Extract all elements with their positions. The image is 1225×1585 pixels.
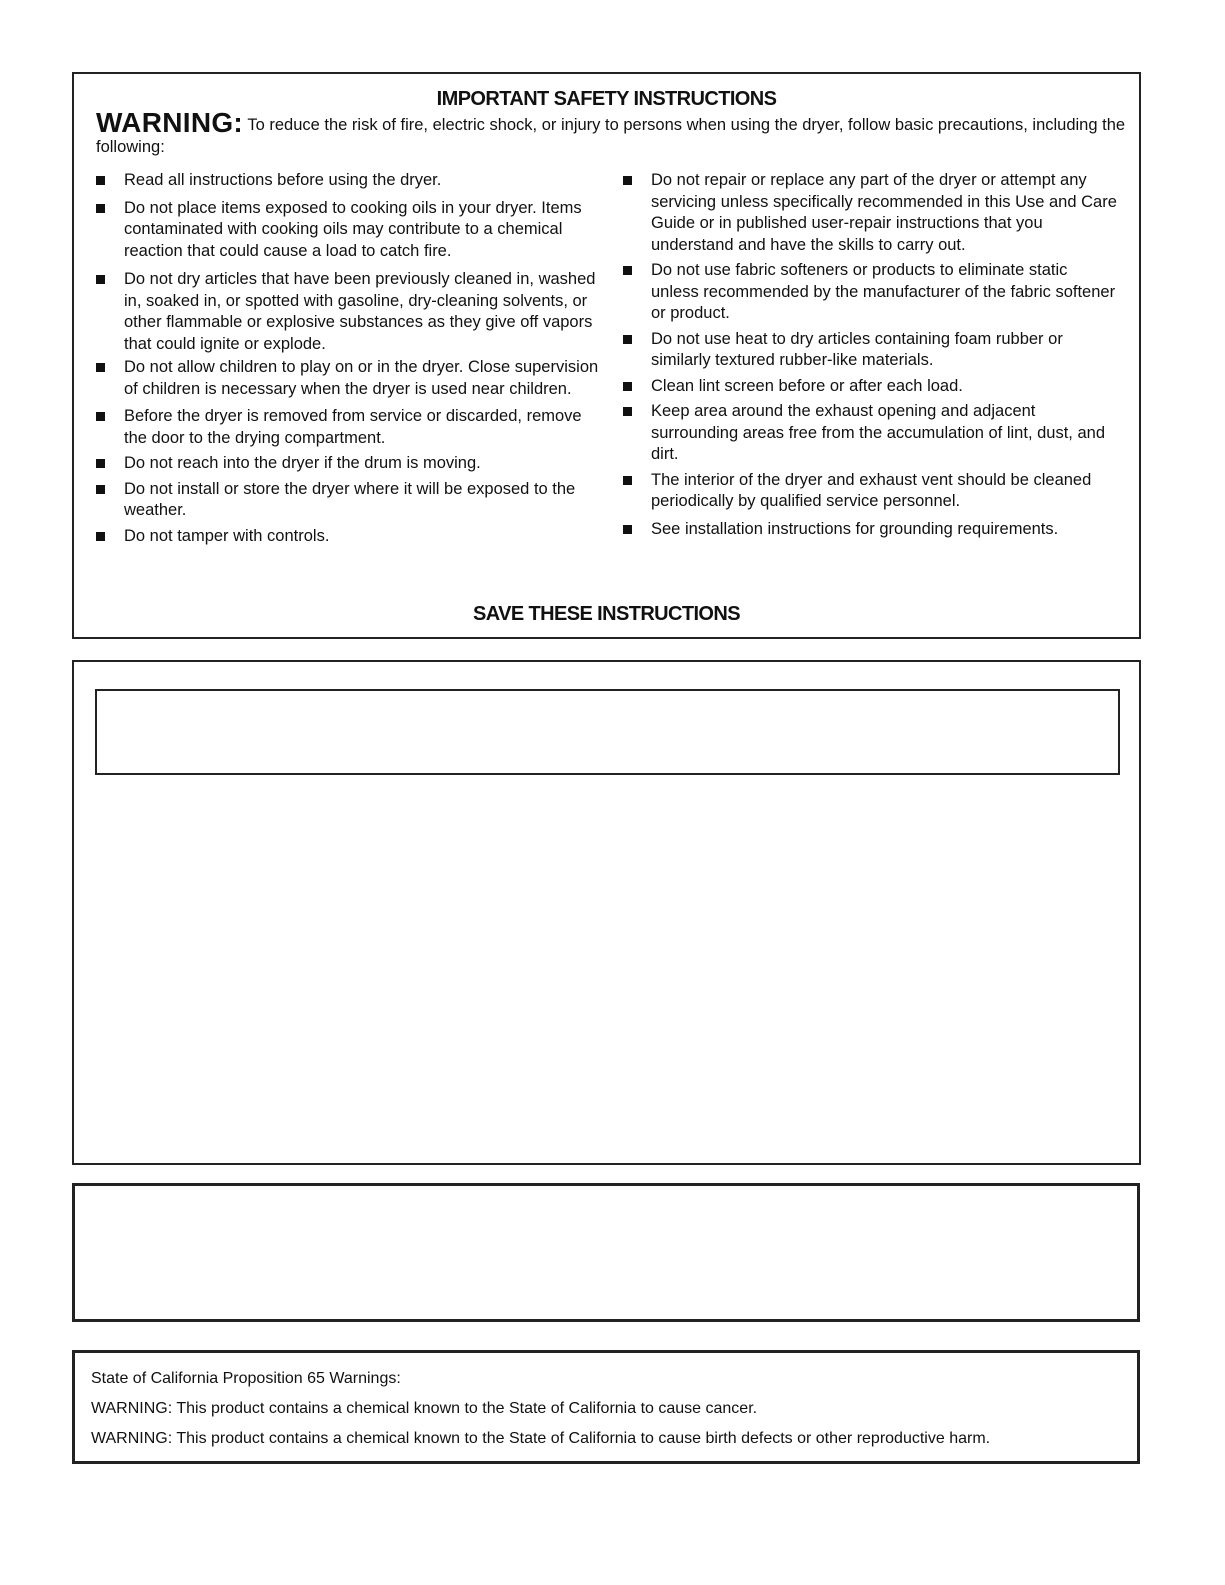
right-instruction-list [623,170,1118,540]
list-item: The interior of the dryer and exhaust vent should be cleaned periodically by qualified service personnel. [623,470,1118,513]
blank-inner-panel [95,689,1120,775]
list-item: Read all instructions before using the dryer. [96,170,606,192]
list-item: Before the dryer is removed from service or discarded, remove the door to the drying compartment. [96,406,606,449]
warning-word: WARNING: [96,107,244,138]
prop65-reproductive-warning: WARNING: This product contains a chemical known to the State of California to cause birth defects or other reproductive harm. [91,1430,991,1447]
square-bullet-icon [96,485,105,494]
square-bullet-icon [623,476,632,485]
square-bullet-icon [96,204,105,213]
square-bullet-icon [623,525,632,534]
warning-paragraph [96,107,1126,158]
list-item: Clean lint screen before or after each load. [623,376,1118,398]
square-bullet-icon [96,532,105,541]
list-item: Do not install or store the dryer where it will be exposed to the weather. [96,479,606,522]
list-item: Do not dry articles that have been previously cleaned in, washed in, soaked in, or spotted with gasoline, dry-cleaning solvents, or other flammable or explosive substances as they give off vapors that could ignite or explode. [96,269,606,355]
square-bullet-icon [623,335,632,344]
blank-notice-panel [72,1183,1140,1322]
safety-title: IMPORTANT SAFETY INSTRUCTIONS [436,88,777,110]
square-bullet-icon [96,459,105,468]
list-item: See installation instructions for grounding requirements. [623,519,1118,541]
square-bullet-icon [96,363,105,372]
left-instruction-list [96,170,606,547]
list-item: Do not repair or replace any part of the dryer or attempt any servicing unless specifically recommended in this Use and Care Guide or in published user-repair instructions that you understand and have the skills to carry out. [623,170,1118,256]
list-item: Do not use fabric softeners or products to eliminate static unless recommended by the manufacturer of the fabric softener or product. [623,260,1118,325]
square-bullet-icon [96,176,105,185]
square-bullet-icon [623,266,632,275]
list-item: Do not place items exposed to cooking oils in your dryer. Items contaminated with cooking oils may contribute to a chemical reaction that could cause a load to catch fire. [96,198,606,263]
square-bullet-icon [623,382,632,391]
save-instructions-title: SAVE THESE INSTRUCTIONS [473,603,740,625]
list-item: Do not reach into the dryer if the drum is moving. [96,453,606,475]
warning-text: To reduce the risk of fire, electric shock, or injury to persons when using the dryer, follow basic precautions, including the following: [96,116,1126,156]
list-item: Do not use heat to dry articles containing foam rubber or similarly textured rubber-like materials. [623,329,1118,372]
prop65-cancer-warning: WARNING: This product contains a chemical known to the State of California to cause cancer. [91,1400,758,1417]
prop65-warnings-box [72,1350,1140,1464]
square-bullet-icon [623,407,632,416]
square-bullet-icon [96,275,105,284]
safety-instructions-box [72,72,1141,639]
square-bullet-icon [623,176,632,185]
list-item: Do not allow children to play on or in the dryer. Close supervision of children is necessary when the dryer is used near children. [96,357,606,400]
blank-panel [72,660,1141,1165]
list-item: Keep area around the exhaust opening and adjacent surrounding areas free from the accumulation of lint, dust, and dirt. [623,401,1118,466]
prop65-heading: State of California Proposition 65 Warnings: [91,1370,401,1387]
square-bullet-icon [96,412,105,421]
list-item: Do not tamper with controls. [96,526,606,548]
